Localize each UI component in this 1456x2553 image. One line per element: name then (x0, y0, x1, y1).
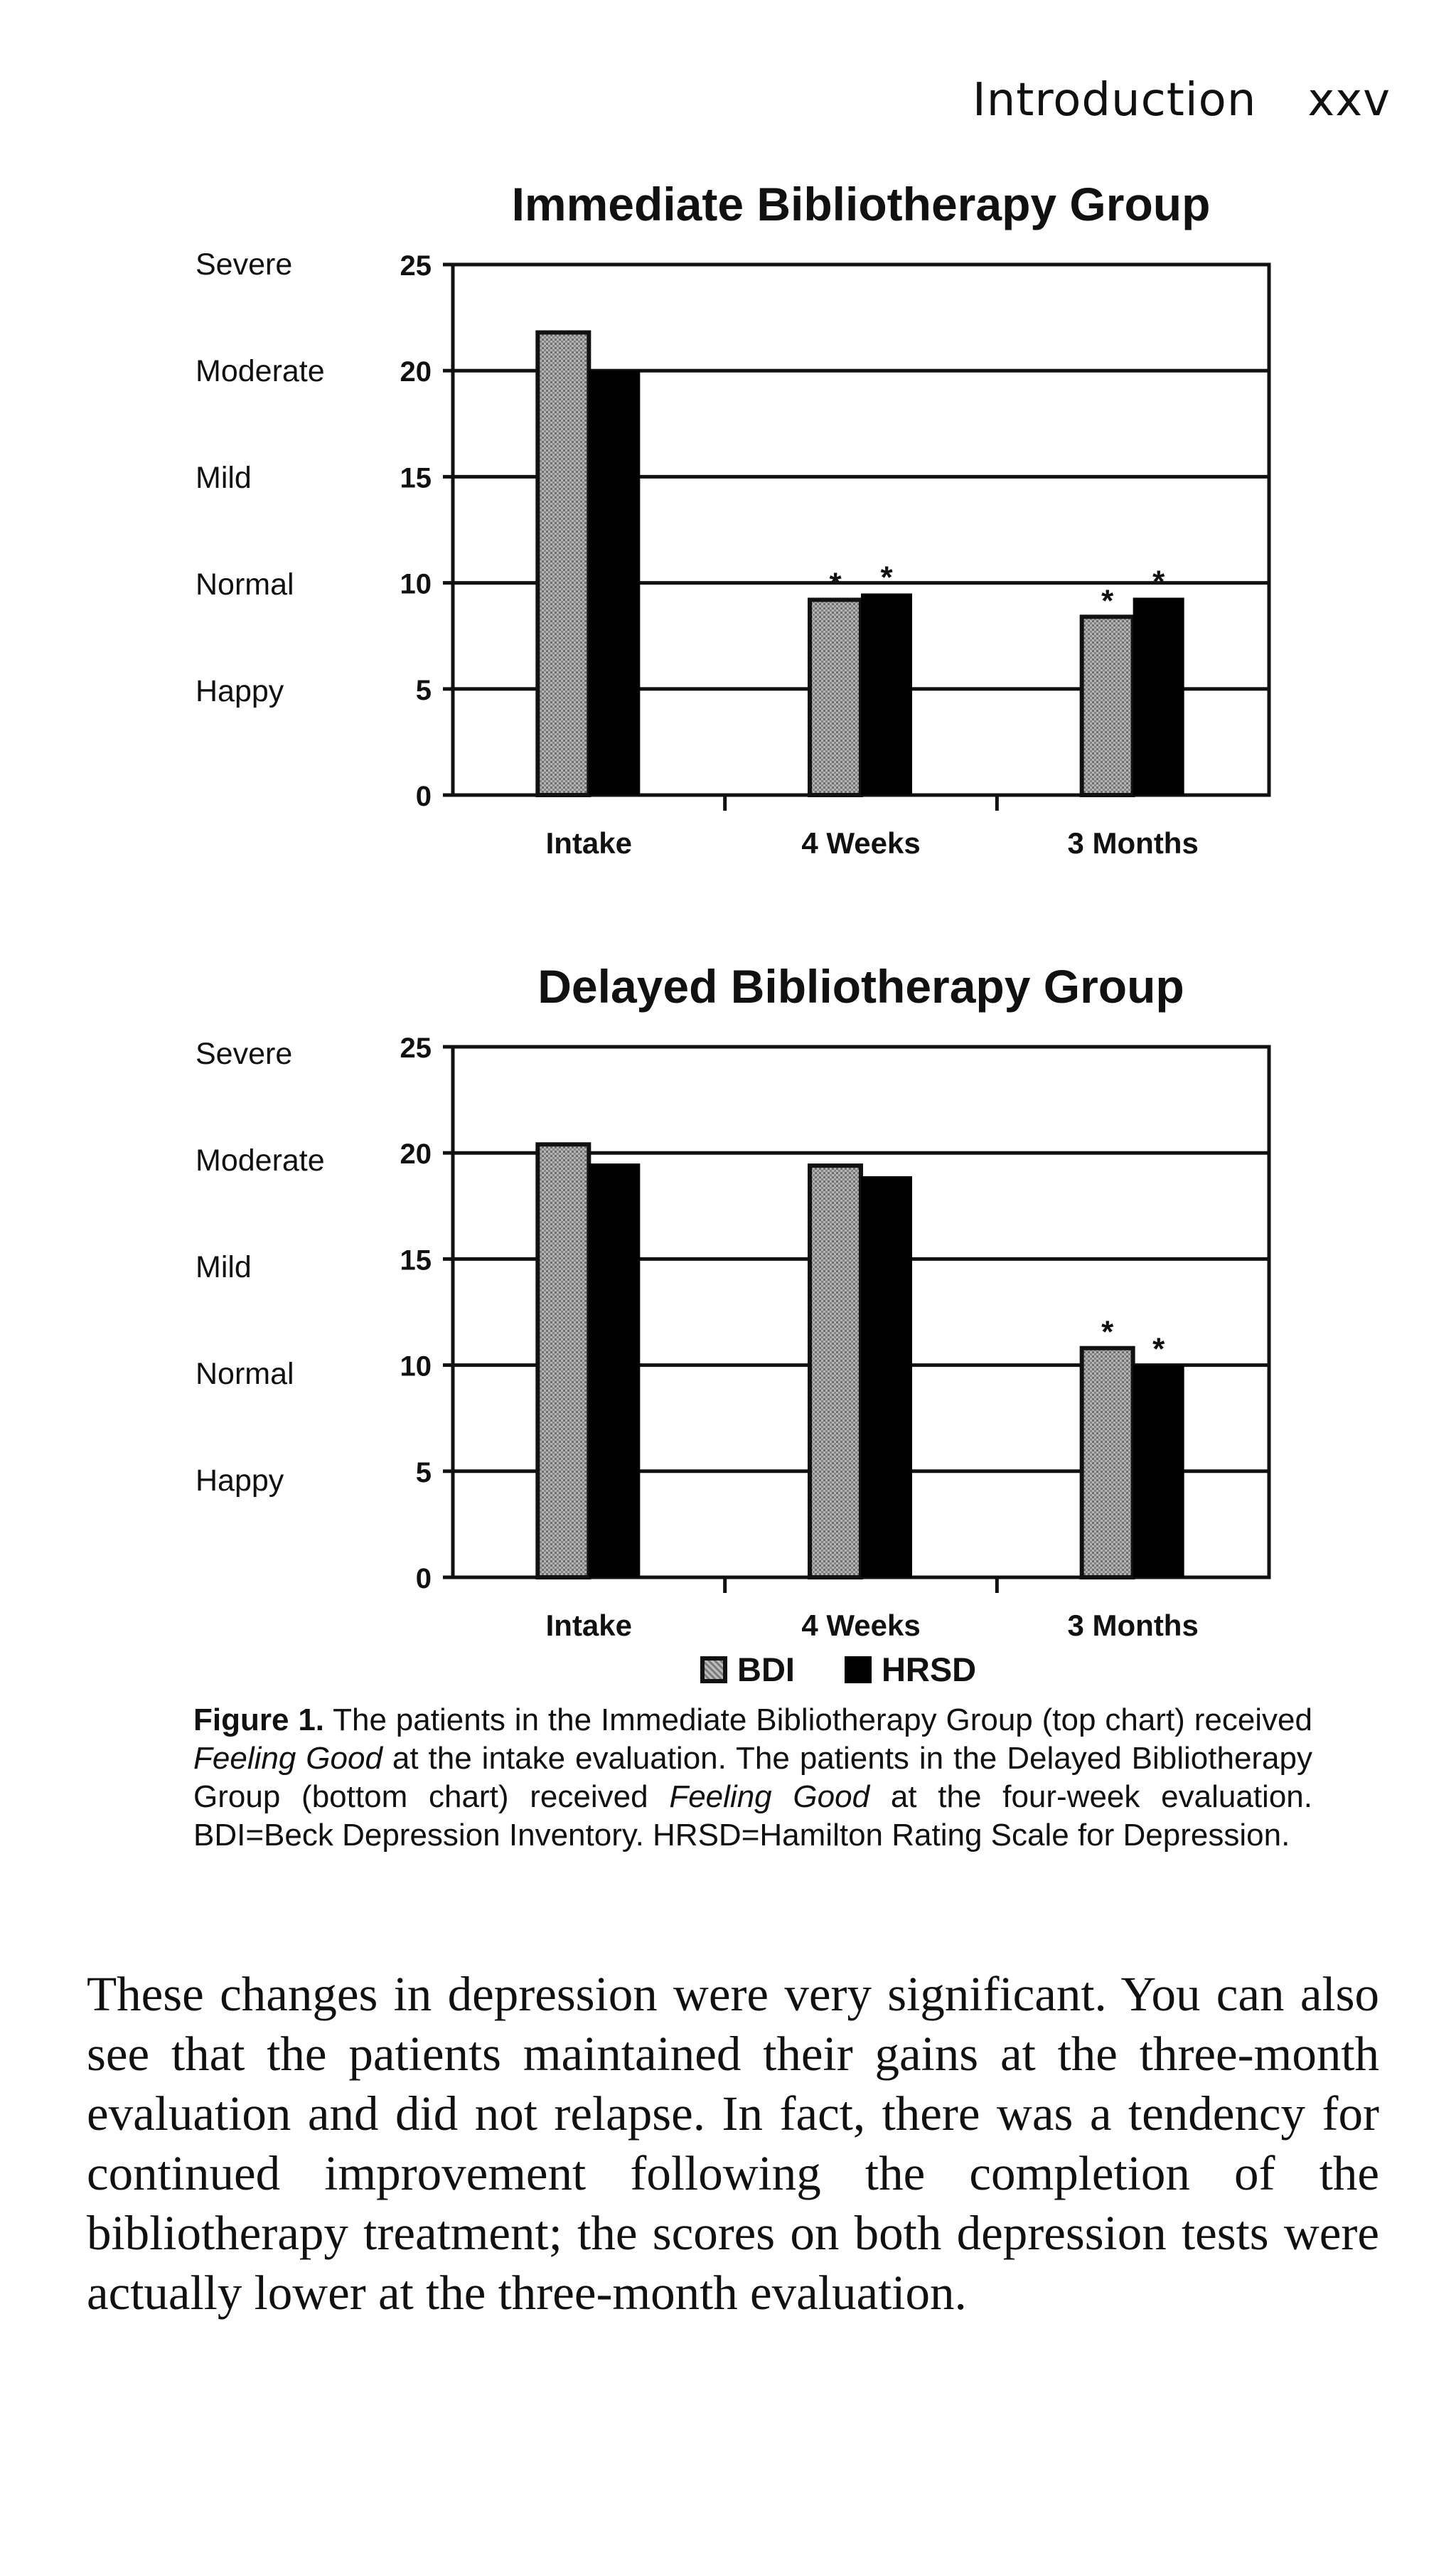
y-tick-label: 20 (400, 356, 432, 388)
running-head-section: Introduction (972, 74, 1257, 127)
caption-text-3: at the four-week evaluation. BDI=Beck Depression Inventory. HRSD=Hamilton Rating Scale for Depression. (193, 1779, 1312, 1853)
bar-bdi (1082, 1348, 1133, 1577)
bar-bdi (1082, 617, 1133, 795)
chart-legend (700, 1650, 976, 1689)
severity-label-happy: Happy (196, 1464, 284, 1498)
y-tick-label: 20 (400, 1139, 432, 1171)
y-tick-label: 25 (400, 1033, 432, 1064)
severity-label-mild: Mild (196, 1250, 252, 1284)
y-tick-label: 5 (415, 674, 432, 706)
significance-asterisk: * (1152, 1331, 1165, 1367)
running-head (973, 74, 1391, 127)
bar-bdi (537, 332, 589, 795)
page-number: xxv (1307, 74, 1391, 127)
delayed-group-chart (0, 924, 1456, 1650)
y-tick-label: 15 (400, 1244, 432, 1276)
y-tick-label: 10 (400, 1350, 432, 1382)
severity-label-severe: Severe (196, 1037, 293, 1071)
legend-label-bdi: BDI (737, 1651, 795, 1688)
y-tick-label: 0 (415, 1563, 432, 1594)
immediate-group-chart (0, 142, 1456, 882)
caption-text-1: The patients in the Immediate Bibliotherapy Group (top chart) received (324, 1702, 1313, 1737)
bar-hrsd (1133, 597, 1184, 795)
significance-asterisk: * (1101, 583, 1114, 619)
legend-swatch-hrsd (845, 1656, 872, 1683)
bar-bdi (810, 599, 861, 795)
x-category-label: Intake (545, 826, 633, 860)
y-tick-label: 25 (400, 250, 432, 282)
significance-asterisk: * (880, 560, 893, 595)
y-tick-label: 0 (415, 781, 432, 812)
severity-label-moderate: Moderate (196, 354, 325, 388)
legend-swatch-bdi (700, 1656, 727, 1683)
severity-label-mild: Mild (196, 461, 252, 495)
caption-text-2: at the intake evaluation. The patients in the Delayed Bibliotherapy Group (bottom chart) received (193, 1741, 1313, 1814)
severity-label-happy: Happy (196, 674, 284, 708)
caption-book-title-1: Feeling Good (193, 1741, 382, 1776)
chart-title: Delayed Bibliotherapy Group (537, 960, 1184, 1013)
figure-caption (193, 1701, 1312, 1855)
bar-bdi (810, 1166, 861, 1577)
y-tick-label: 5 (415, 1456, 432, 1488)
caption-book-title-2: Feeling Good (669, 1779, 870, 1814)
bar-bdi (537, 1144, 589, 1577)
significance-asterisk: * (1152, 564, 1165, 599)
severity-label-normal: Normal (196, 1357, 294, 1391)
body-paragraph: These changes in depression were very significant. You can also see that the patients maintained their gains at the three-month evaluation and did not relapse. In fact, there was a tendency for continued improvement following the completion of the bibliotherapy treatment; the scores on both depression tests were actually lower at the three-month evaluation. (87, 1967, 1379, 2320)
caption-label: Figure 1. (193, 1702, 325, 1737)
legend-label-hrsd: HRSD (881, 1651, 977, 1688)
x-category-label: 3 Months (1067, 826, 1199, 860)
bar-hrsd (589, 1163, 640, 1577)
x-category-label: Intake (545, 1609, 633, 1642)
bar-hrsd (861, 1176, 912, 1577)
significance-asterisk: * (1101, 1314, 1114, 1350)
x-category-label: 3 Months (1067, 1609, 1199, 1642)
bar-hrsd (589, 371, 640, 795)
x-category-label: 4 Weeks (801, 826, 921, 860)
severity-label-normal: Normal (196, 567, 294, 602)
chart-title: Immediate Bibliotherapy Group (511, 178, 1211, 230)
x-category-label: 4 Weeks (801, 1609, 921, 1642)
bar-hrsd (861, 594, 912, 795)
significance-asterisk: * (829, 566, 842, 602)
severity-label-moderate: Moderate (196, 1144, 325, 1178)
y-tick-label: 10 (400, 568, 432, 600)
severity-label-severe: Severe (196, 247, 293, 282)
y-tick-label: 15 (400, 462, 432, 494)
bar-hrsd (1133, 1365, 1184, 1577)
